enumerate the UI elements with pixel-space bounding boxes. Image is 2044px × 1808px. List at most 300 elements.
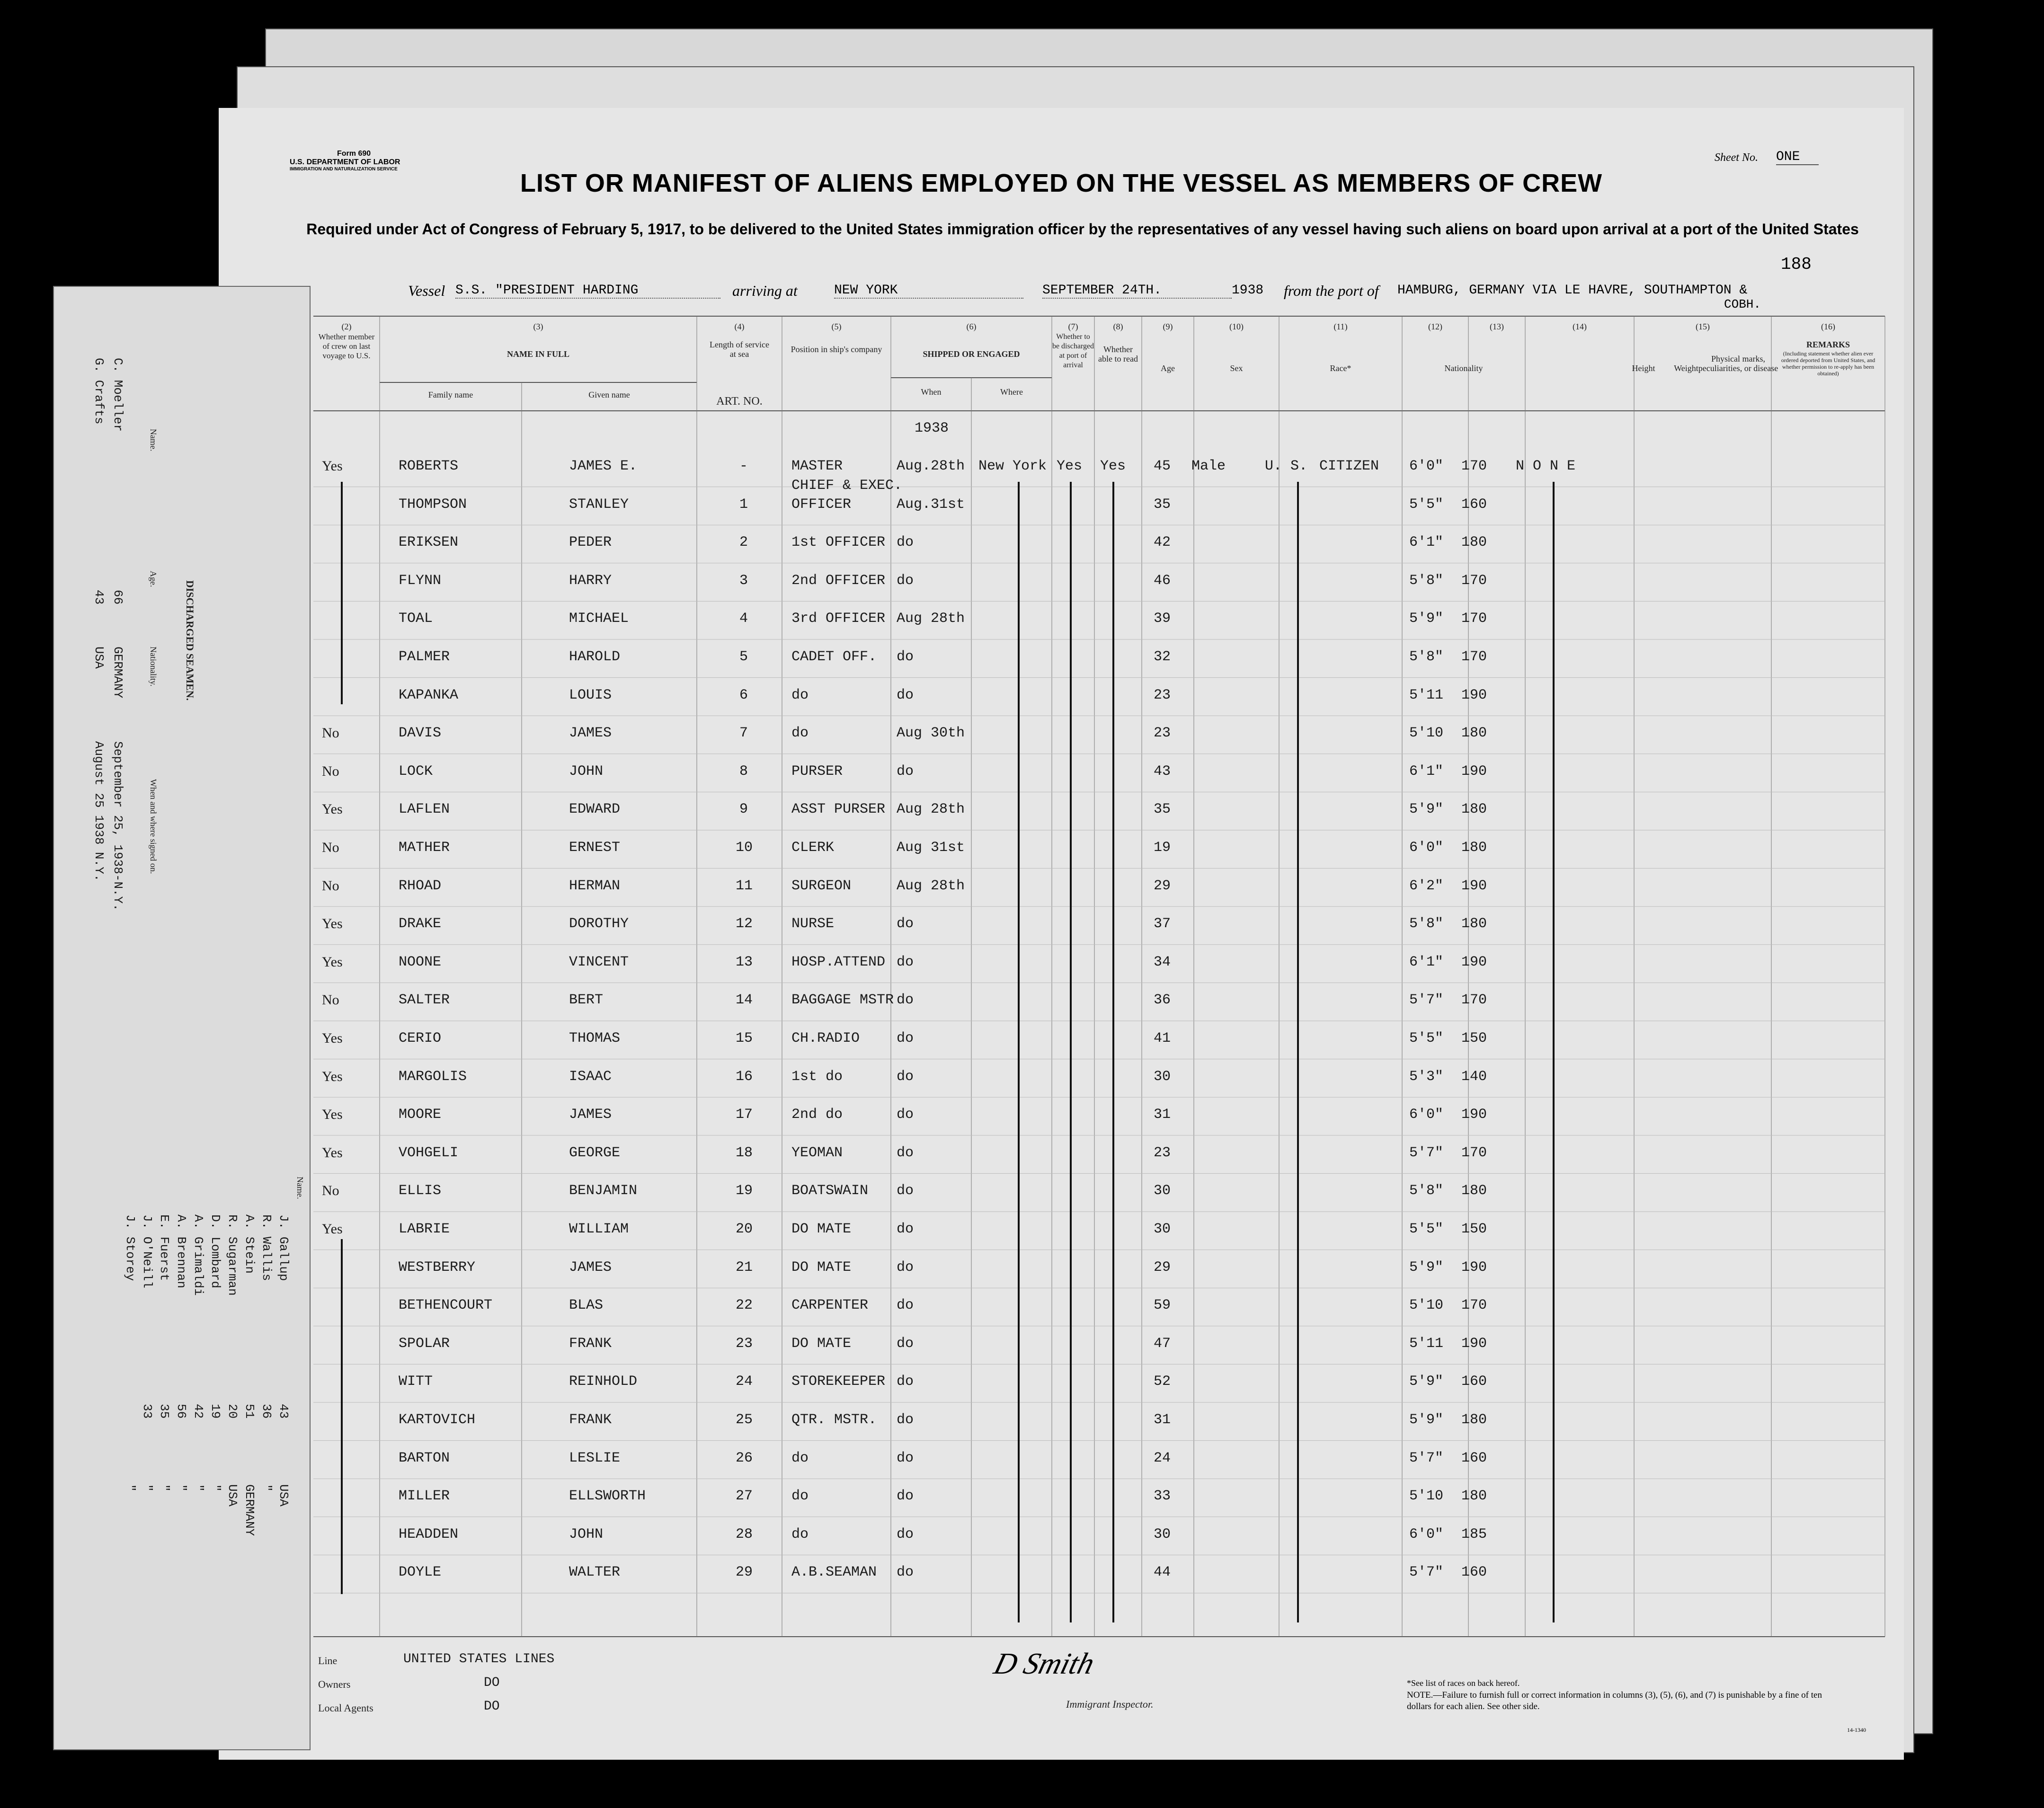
cell-age: 35 — [1154, 496, 1171, 513]
stub-bottom-nat: USA — [225, 1484, 240, 1507]
cell-family-name: MATHER — [399, 840, 450, 856]
col-remarks: REMARKS — [1806, 340, 1850, 349]
cell-shipped-when: do — [897, 992, 914, 1009]
stub-bottom-name: J. O'Neill — [140, 1214, 154, 1289]
cell-given-name: JAMES — [569, 1107, 612, 1123]
cell-age: 46 — [1154, 572, 1171, 589]
cell-given-name: JAMES — [569, 725, 612, 742]
cell-shipped-when: Aug 31st — [897, 840, 965, 856]
cell-family-name: CERIO — [399, 1030, 442, 1046]
cell-height: 5'7" — [1409, 1144, 1444, 1161]
cell-shipped-when: do — [897, 1259, 914, 1276]
cell-age: 32 — [1154, 649, 1171, 665]
cell-prev-voyage: No — [322, 1183, 339, 1199]
cell-given-name: PEDER — [569, 534, 612, 551]
cell-family-name: HEADDEN — [399, 1526, 459, 1542]
cell-shipped-when: do — [897, 1030, 914, 1046]
cell-given-name: STANLEY — [569, 496, 629, 513]
cell-shipped-when: Aug.31st — [897, 496, 965, 513]
cell-position: CH.RADIO — [791, 1030, 860, 1046]
cell-shipped-when: do — [897, 1144, 914, 1161]
cell-given-name: HERMAN — [569, 877, 621, 894]
cell-shipped-when: Aug 30th — [897, 725, 965, 742]
cell-art-no: 2 — [739, 534, 748, 551]
cell-given-name: THOMAS — [569, 1030, 621, 1046]
cell-position: BOATSWAIN — [791, 1183, 869, 1199]
stub-bottom-nat: USA — [276, 1484, 291, 1507]
cell-position: 1st OFFICER — [791, 534, 886, 551]
form-dept: U.S. DEPARTMENT OF LABOR — [290, 158, 400, 166]
cell-shipped-when: do — [897, 1450, 914, 1466]
cell-weight: 150 — [1461, 1221, 1487, 1237]
cell-weight: 185 — [1461, 1526, 1487, 1542]
cell-weight: 180 — [1461, 916, 1487, 932]
cell-weight: 190 — [1461, 1107, 1487, 1123]
cell-weight: 170 — [1461, 611, 1487, 627]
cell-position: ASST PURSER — [791, 801, 886, 818]
stub-top-name: C. Moeller — [111, 358, 125, 432]
col-num-16: (16) — [1821, 322, 1835, 331]
cell-family-name: ERIKSEN — [399, 534, 459, 551]
form-code: 14-1340 — [1847, 1727, 1866, 1733]
cell-weight: 170 — [1461, 649, 1487, 665]
cell-height: 5'8" — [1409, 572, 1444, 589]
cell-physical-marks: N O N E — [1516, 458, 1576, 474]
cell-prev-voyage: Yes — [322, 458, 343, 474]
cell-prev-voyage: Yes — [322, 1030, 343, 1046]
cell-family-name: SALTER — [399, 992, 450, 1009]
cell-weight: 180 — [1461, 725, 1487, 742]
cell-prev-voyage: Yes — [322, 1144, 343, 1161]
col-family-name: Family name — [428, 390, 473, 399]
cell-age: 29 — [1154, 1259, 1171, 1276]
cell-age: 39 — [1154, 611, 1171, 627]
stub-bottom-age: 36 — [259, 1404, 274, 1419]
cell-weight: 170 — [1461, 1144, 1487, 1161]
cell-art-no: 25 — [736, 1412, 753, 1428]
cell-height: 5'9" — [1409, 1259, 1444, 1276]
cell-age: 36 — [1154, 992, 1171, 1009]
cell-family-name: LABRIE — [399, 1221, 450, 1237]
cell-weight: 190 — [1461, 1335, 1487, 1352]
cell-position: 3rd OFFICER — [791, 611, 886, 627]
cell-position: NURSE — [791, 916, 835, 932]
cell-age: 41 — [1154, 1030, 1171, 1046]
line-label: Line — [318, 1655, 338, 1666]
cell-art-no: 14 — [736, 992, 753, 1009]
cell-height: 6'1" — [1409, 534, 1444, 551]
cell-weight: 190 — [1461, 763, 1487, 780]
cell-shipped-when: do — [897, 1488, 914, 1505]
cell-given-name: LOUIS — [569, 687, 612, 703]
cell-shipped-when: Aug 28th — [897, 611, 965, 627]
cell-able-read: Yes — [1100, 458, 1126, 474]
stub-bottom-age: 42 — [191, 1404, 205, 1419]
cell-height: 5'9" — [1409, 1374, 1444, 1390]
cell-given-name: WALTER — [569, 1564, 621, 1581]
cell-given-name: ELLSWORTH — [569, 1488, 646, 1505]
col-num-4: (4) — [734, 322, 745, 331]
col-shipped: SHIPPED OR ENGAGED — [923, 349, 1020, 359]
cell-shipped-when: do — [897, 687, 914, 703]
stub-bottom-name: D. Lombard — [208, 1214, 222, 1289]
cell-shipped-when: do — [897, 649, 914, 665]
cell-family-name: PALMER — [399, 649, 450, 665]
cell-age: 23 — [1154, 1144, 1171, 1161]
cell-age: 23 — [1154, 687, 1171, 703]
cell-position: MASTER — [791, 458, 843, 474]
cell-art-no: 8 — [739, 763, 748, 780]
cell-family-name: DAVIS — [399, 725, 442, 742]
cell-prev-voyage: No — [322, 763, 339, 779]
cell-family-name: DRAKE — [399, 916, 442, 932]
cell-given-name: JAMES — [569, 1259, 612, 1276]
cell-family-name: FLYNN — [399, 572, 442, 589]
cell-height: 5'10 — [1409, 1488, 1444, 1505]
cell-family-name: LAFLEN — [399, 801, 450, 818]
cell-family-name: DOYLE — [399, 1564, 442, 1581]
cell-shipped-when: do — [897, 1412, 914, 1428]
stub-where-label: When and where signed on. — [149, 779, 158, 874]
stub-bottom-name: A. Brennan — [174, 1214, 188, 1289]
cell-weight: 190 — [1461, 687, 1487, 703]
cell-position: BAGGAGE MSTR — [791, 992, 894, 1009]
inspector-label: Immigrant Inspector. — [1066, 1698, 1154, 1710]
cell-weight: 170 — [1461, 1297, 1487, 1314]
cell-art-no: - — [739, 458, 748, 474]
form-service: IMMIGRATION AND NATURALIZATION SERVICE — [290, 167, 398, 172]
stub-top-nat: USA — [92, 647, 106, 669]
stub-top-signed: August 25 1938 N.Y. — [92, 741, 106, 882]
stub-top-signed: September 25, 1938-N.Y. — [111, 741, 125, 911]
manifest-sheet — [219, 108, 1904, 1760]
cell-shipped-when: do — [897, 1297, 914, 1314]
cell-shipped-when: do — [897, 1107, 914, 1123]
col-num-10: (10) — [1229, 322, 1244, 331]
col-num-9: (9) — [1163, 322, 1173, 331]
stub-bottom-nat: " — [157, 1484, 171, 1492]
vessel-label: Vessel — [408, 282, 445, 299]
cell-prev-voyage: Yes — [322, 801, 343, 817]
cell-height: 5'7" — [1409, 992, 1444, 1009]
col-num-14: (14) — [1573, 322, 1587, 331]
cell-position: 2nd OFFICER — [791, 572, 886, 589]
year-header: 1938 — [915, 420, 949, 436]
vessel-name: S.S. "PRESIDENT HARDING — [455, 283, 720, 299]
stub-bottom-name: J. Gallup — [276, 1214, 291, 1281]
cell-position: CLERK — [791, 840, 835, 856]
cell-prev-voyage: Yes — [322, 1107, 343, 1123]
cell-weight: 160 — [1461, 496, 1487, 513]
cell-shipped-when: do — [897, 1335, 914, 1352]
col-when: When — [921, 387, 942, 397]
cell-family-name: ELLIS — [399, 1183, 442, 1199]
stub-bottom-nat: " — [208, 1484, 222, 1492]
cell-age: 31 — [1154, 1107, 1171, 1123]
cell-weight: 170 — [1461, 572, 1487, 589]
cell-given-name: VINCENT — [569, 954, 629, 970]
cell-family-name: THOMPSON — [399, 496, 467, 513]
col-num-5: (5) — [831, 322, 842, 331]
cell-art-no: 28 — [736, 1526, 753, 1542]
cell-art-no: 26 — [736, 1450, 753, 1466]
cell-art-no: 21 — [736, 1259, 753, 1276]
cell-family-name: NOONE — [399, 954, 442, 970]
cell-prev-voyage: No — [322, 992, 339, 1008]
cell-given-name: BERT — [569, 992, 604, 1009]
cell-position-top: CHIEF & EXEC. — [791, 477, 903, 494]
cell-age: 33 — [1154, 1488, 1171, 1505]
cell-height: 6'0" — [1409, 1107, 1444, 1123]
cell-height: 5'8" — [1409, 1183, 1444, 1199]
cell-shipped-where: New York — [978, 458, 1047, 474]
cell-age: 19 — [1154, 840, 1171, 856]
col-given-name: Given name — [588, 390, 630, 399]
cell-shipped-when: do — [897, 1564, 914, 1581]
cell-weight: 140 — [1461, 1068, 1487, 1085]
cell-family-name: KAPANKA — [399, 687, 459, 703]
col-able-read: Whether able to read — [1098, 345, 1138, 363]
cell-weight: 190 — [1461, 1259, 1487, 1276]
col-prev-voyage: Whether member of crew on last voyage to U.S. — [318, 332, 375, 360]
stub-bottom-name: R. Wallis — [259, 1214, 274, 1281]
cell-height: 5'9" — [1409, 1412, 1444, 1428]
cell-shipped-when: do — [897, 1374, 914, 1390]
cell-family-name: LOCK — [399, 763, 433, 780]
cell-age: 23 — [1154, 725, 1171, 742]
page-subtitle: Required under Act of Congress of February 5, 1917, to be delivered to the United States immigration officer by the representatives of any vessel having such aliens on board upon arrival at a port of the United States — [306, 221, 1859, 238]
cell-family-name: BETHENCOURT — [399, 1297, 493, 1314]
cell-shipped-when: do — [897, 954, 914, 970]
cell-weight: 180 — [1461, 801, 1487, 818]
cell-age: 30 — [1154, 1526, 1171, 1542]
cell-art-no: 17 — [736, 1107, 753, 1123]
cell-height: 6'1" — [1409, 763, 1444, 780]
cell-height: 5'5" — [1409, 1221, 1444, 1237]
cell-art-no: 9 — [739, 801, 748, 818]
col-nationality: Nationality — [1444, 363, 1483, 373]
stub-bottom-name: A. Stein — [242, 1214, 257, 1274]
cell-height: 5'11 — [1409, 1335, 1444, 1352]
cell-age: 52 — [1154, 1374, 1171, 1390]
cell-given-name: JOHN — [569, 1526, 604, 1542]
cell-art-no: 29 — [736, 1564, 753, 1581]
stub-bottom-age: 33 — [140, 1404, 154, 1419]
col-num-7: (7) — [1068, 322, 1078, 331]
cell-art-no: 10 — [736, 840, 753, 856]
cell-sex: Male — [1191, 458, 1226, 474]
cell-family-name: MILLER — [399, 1488, 450, 1505]
line-value: UNITED STATES LINES — [403, 1652, 555, 1666]
stub-bottom-age: 20 — [225, 1404, 240, 1419]
stub-bottom-age: 56 — [174, 1404, 188, 1419]
cell-position: YEOMAN — [791, 1144, 843, 1161]
stub-bottom-nat: GERMANY — [242, 1484, 257, 1536]
cell-weight: 180 — [1461, 840, 1487, 856]
cell-shipped-when: Aug 28th — [897, 801, 965, 818]
page-title: LIST OR MANIFEST OF ALIENS EMPLOYED ON THE VESSEL AS MEMBERS OF CREW — [520, 169, 1603, 197]
cell-art-no: 24 — [736, 1374, 753, 1390]
cell-given-name: FRANK — [569, 1412, 612, 1428]
stub-heading: DISCHARGED SEAMEN. — [184, 580, 196, 701]
cell-position: 1st do — [791, 1068, 843, 1085]
col-num-6: (6) — [966, 322, 977, 331]
cell-position: CARPENTER — [791, 1297, 869, 1314]
cell-shipped-when: Aug.28th — [897, 458, 965, 474]
stub-bottom-nat: " — [174, 1484, 188, 1492]
cell-weight: 180 — [1461, 1412, 1487, 1428]
col-num-12: (12) — [1428, 322, 1442, 331]
cell-prev-voyage: Yes — [322, 1221, 343, 1237]
col-num-8: (8) — [1113, 322, 1123, 331]
cell-art-no: 23 — [736, 1335, 753, 1352]
cell-height: 6'1" — [1409, 954, 1444, 970]
cell-weight: 180 — [1461, 1183, 1487, 1199]
cell-weight: 190 — [1461, 877, 1487, 894]
cell-age: 29 — [1154, 877, 1171, 894]
cell-art-no: 19 — [736, 1183, 753, 1199]
agents-label: Local Agents — [318, 1702, 373, 1714]
cell-art-no: 27 — [736, 1488, 753, 1505]
col-num-15: (15) — [1696, 322, 1710, 331]
col-discharged: Whether to be discharged at port of arrival — [1052, 333, 1094, 369]
col-weight: Weight — [1674, 363, 1698, 373]
cell-position: CADET OFF. — [791, 649, 877, 665]
stub-name-label: Name. — [149, 429, 158, 452]
cell-age: 30 — [1154, 1221, 1171, 1237]
cell-position: QTR. MSTR. — [791, 1412, 877, 1428]
cell-art-no: 12 — [736, 916, 753, 932]
cell-given-name: EDWARD — [569, 801, 621, 818]
cell-family-name: KARTOVICH — [399, 1412, 476, 1428]
cell-given-name: FRANK — [569, 1335, 612, 1352]
sheet-no-value: ONE — [1776, 150, 1819, 165]
cell-position: HOSP.ATTEND — [791, 954, 886, 970]
col-physical-marks: Physical marks, peculiarities, or disease — [1698, 354, 1778, 373]
cell-height: 5'7" — [1409, 1450, 1444, 1466]
cell-height: 5'7" — [1409, 1564, 1444, 1581]
col-position: Position in ship's company — [791, 345, 882, 354]
stub-top-nat: GERMANY — [111, 647, 125, 699]
cell-art-no: 1 — [739, 496, 748, 513]
col-remarks-note: (Including statement whether alien ever ordered deported from United States, and whether permission to re-apply has been obtained) — [1781, 350, 1875, 377]
cell-height: 6'0" — [1409, 1526, 1444, 1542]
cell-position: DO MATE — [791, 1259, 852, 1276]
col-length-service: Length of service at sea — [710, 340, 769, 359]
cell-given-name: REINHOLD — [569, 1374, 638, 1390]
cell-position: DO MATE — [791, 1335, 852, 1352]
arrival-year: 1938 — [1232, 283, 1264, 298]
stub-bottom-name-label: Name. — [295, 1177, 305, 1199]
stub-bottom-age: 43 — [276, 1404, 291, 1419]
cell-art-no: 7 — [739, 725, 748, 742]
cell-given-name: HAROLD — [569, 649, 621, 665]
col-sex: Sex — [1230, 363, 1243, 373]
cell-art-no: 4 — [739, 611, 748, 627]
cell-height: 5'5" — [1409, 496, 1444, 513]
cell-shipped-when: Aug 28th — [897, 877, 965, 894]
cell-position: DO MATE — [791, 1221, 852, 1237]
cell-given-name: WILLIAM — [569, 1221, 629, 1237]
cell-height: 5'5" — [1409, 1030, 1444, 1046]
cell-given-name: DOROTHY — [569, 916, 629, 932]
stub-bottom-age: 51 — [242, 1404, 257, 1419]
cell-weight: 180 — [1461, 534, 1487, 551]
cell-weight: 160 — [1461, 1564, 1487, 1581]
cell-family-name: ROBERTS — [399, 458, 459, 474]
cell-shipped-when: do — [897, 763, 914, 780]
cell-prev-voyage: No — [322, 725, 339, 741]
cell-position: do — [791, 687, 809, 703]
cell-given-name: GEORGE — [569, 1144, 621, 1161]
cell-family-name: MARGOLIS — [399, 1068, 467, 1085]
cell-height: 5'3" — [1409, 1068, 1444, 1085]
cell-prev-voyage: No — [322, 877, 339, 894]
cell-shipped-when: do — [897, 916, 914, 932]
cell-family-name: MOORE — [399, 1107, 442, 1123]
cell-given-name: JAMES E. — [569, 458, 638, 474]
cell-art-no: 11 — [736, 877, 753, 894]
cell-height: 5'10 — [1409, 725, 1444, 742]
cell-art-no: 3 — [739, 572, 748, 589]
cell-discharged: Yes — [1057, 458, 1083, 474]
sheet-no-label: Sheet No. — [1715, 151, 1758, 164]
cell-age: 30 — [1154, 1183, 1171, 1199]
cell-art-no: 5 — [739, 649, 748, 665]
stub-bottom-age: 35 — [157, 1404, 171, 1419]
stub-nat-label: Nationality. — [149, 647, 158, 687]
cell-position: OFFICER — [791, 496, 852, 513]
cell-prev-voyage: Yes — [322, 954, 343, 970]
cell-given-name: BLAS — [569, 1297, 604, 1314]
stub-bottom-nat: " — [191, 1484, 205, 1492]
cell-art-no: 18 — [736, 1144, 753, 1161]
cell-age: 44 — [1154, 1564, 1171, 1581]
cell-prev-voyage: Yes — [322, 916, 343, 932]
owners-label: Owners — [318, 1678, 351, 1690]
stub-bottom-nat: " — [259, 1484, 274, 1492]
cell-position: do — [791, 1450, 809, 1466]
cell-height: 5'9" — [1409, 801, 1444, 818]
col-where: Where — [1000, 387, 1023, 397]
from-port: HAMBURG, GERMANY VIA LE HAVRE, SOUTHAMPTON & — [1397, 283, 1748, 298]
cell-position: SURGEON — [791, 877, 852, 894]
cell-given-name: BENJAMIN — [569, 1183, 638, 1199]
cell-position: do — [791, 1488, 809, 1505]
cell-position: STOREKEEPER — [791, 1374, 886, 1390]
cell-age: 31 — [1154, 1412, 1171, 1428]
cell-weight: 190 — [1461, 954, 1487, 970]
stub-bottom-name: E. Fuerst — [157, 1214, 171, 1281]
cell-weight: 170 — [1461, 992, 1487, 1009]
cell-prev-voyage: Yes — [322, 1068, 343, 1084]
cell-shipped-when: do — [897, 1183, 914, 1199]
col-num-2: (2) — [341, 322, 352, 331]
cell-height: 5'11 — [1409, 687, 1444, 703]
arriving-label: arriving at — [732, 282, 798, 299]
stub-age-label: Age. — [149, 571, 158, 587]
cell-height: 6'2" — [1409, 877, 1444, 894]
discharged-seamen-stub — [53, 286, 311, 1750]
cell-age: 45 — [1154, 458, 1171, 474]
cell-art-no: 16 — [736, 1068, 753, 1085]
cell-shipped-when: do — [897, 534, 914, 551]
cell-height: 6'0" — [1409, 840, 1444, 856]
cell-weight: 160 — [1461, 1374, 1487, 1390]
cell-family-name: VOHGELI — [399, 1144, 459, 1161]
owners-value: DO — [484, 1675, 500, 1690]
cell-given-name: ISAAC — [569, 1068, 612, 1085]
